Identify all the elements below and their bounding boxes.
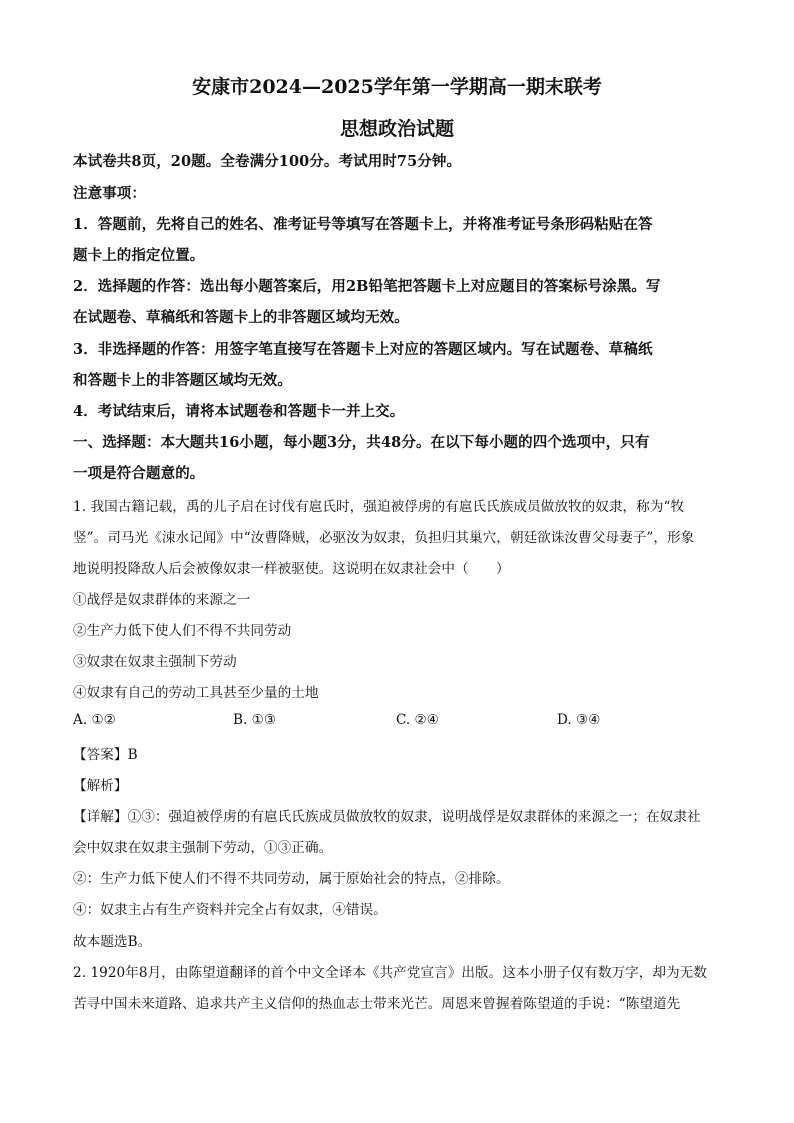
question-1-option-d: D. ③④ [557, 712, 601, 728]
notice-item-1-line-1: 1．答题前，先将自己的姓名、准考证号等填写在答题卡上，并将准考证号条形码粘贴在答 [73, 216, 653, 233]
notice-item-2-line-2: 在试题卷、草稿纸和答题卡上的非答题区域均无效。 [73, 309, 409, 326]
question-1-detail-item-4: ④：奴隶主占有生产资料并完全占有奴隶，④错误。 [73, 902, 387, 918]
question-1-stem-line-1: 1. 我国古籍记载，禹的儿子启在讨伐有扈氏时，强迫被俘虏的有扈氏氏族成员做放牧的奴隶，称为“牧 [73, 499, 685, 515]
question-1-stem-line-2: 竖”。司马光《涑水记闻》中“汝曹降贼，必驱汝为奴隶，负担归其巢穴，朝廷欲诛汝曹父母妻子”，形象 [73, 530, 695, 546]
question-1-detail-line-1: 【详解】①③：强迫被俘虏的有扈氏氏族成员做放牧的奴隶，说明战俘是奴隶群体的来源之一；在奴隶社 [73, 809, 701, 825]
notice-item-3-line-2: 和答题卡上的非答题区域均无效。 [73, 372, 292, 389]
question-1-analysis-label: 【解析】 [73, 778, 128, 794]
notice-item-4: 4．考试结束后，请将本试题卷和答题卡一并上交。 [73, 403, 405, 420]
question-1-option-a: A. ①② [73, 712, 116, 728]
exam-title: 安康市2024—2025学年第一学期高一期末联考 [192, 76, 602, 98]
notice-item-1-line-2: 题卡上的指定位置。 [73, 247, 205, 264]
exam-intro: 本试卷共8页，20题。全卷满分100分。考试用时75分钟。 [73, 153, 462, 170]
question-2-stem-line-1: 2. 1920年8月，由陈望道翻译的首个中文全译本《共产党宣言》出版。这本小册子仅有数万字，却为无数 [73, 965, 707, 981]
section-1-heading-line-1: 一、选择题：本大题共16小题，每小题3分，共48分。在以下每小题的四个选项中，只有 [73, 434, 650, 451]
notice-item-2-line-1: 2．选择题的作答：选出每小题答案后，用2B铅笔把答题卡上对应题目的答案标号涂黑。写 [73, 278, 661, 295]
question-1-conclusion: 故本题选B。 [73, 934, 152, 950]
question-1-detail-item-2: ②：生产力低下使人们不得不共同劳动，属于原始社会的特点，②排除。 [73, 871, 510, 887]
question-1-statement-3: ③奴隶在奴隶主强制下劳动 [73, 654, 237, 670]
question-1-statement-4: ④奴隶有自己的劳动工具甚至少量的土地 [73, 685, 319, 701]
question-1-answer: 【答案】B [73, 747, 138, 763]
notice-heading: 注意事项： [73, 185, 146, 202]
notice-item-3-line-1: 3．非选择题的作答：用签字笔直接写在答题卡上对应的答题区域内。写在试题卷、草稿纸 [73, 341, 653, 358]
question-2-stem-line-2: 苦寻中国未来道路、追求共产主义信仰的热血志士带来光芒。周恩来曾握着陈望道的手说：“陈望道先 [73, 996, 681, 1012]
question-1-detail-line-2: 会中奴隶在奴隶主强制下劳动，①③正确。 [73, 840, 333, 856]
section-1-heading-line-2: 一项是符合题意的。 [73, 465, 205, 482]
question-1-statement-1: ①战俘是奴隶群体的来源之一 [73, 592, 251, 608]
question-1-statement-2: ②生产力低下使人们不得不共同劳动 [73, 623, 292, 639]
question-1-option-c: C. ②④ [396, 712, 439, 728]
exam-subtitle: 思想政治试题 [339, 118, 454, 140]
question-1-option-b: B. ①③ [233, 712, 277, 728]
question-1-stem-line-3: 地说明投降敌人后会被像奴隶一样被驱使。这说明在奴隶社会中（ ） [73, 561, 510, 577]
